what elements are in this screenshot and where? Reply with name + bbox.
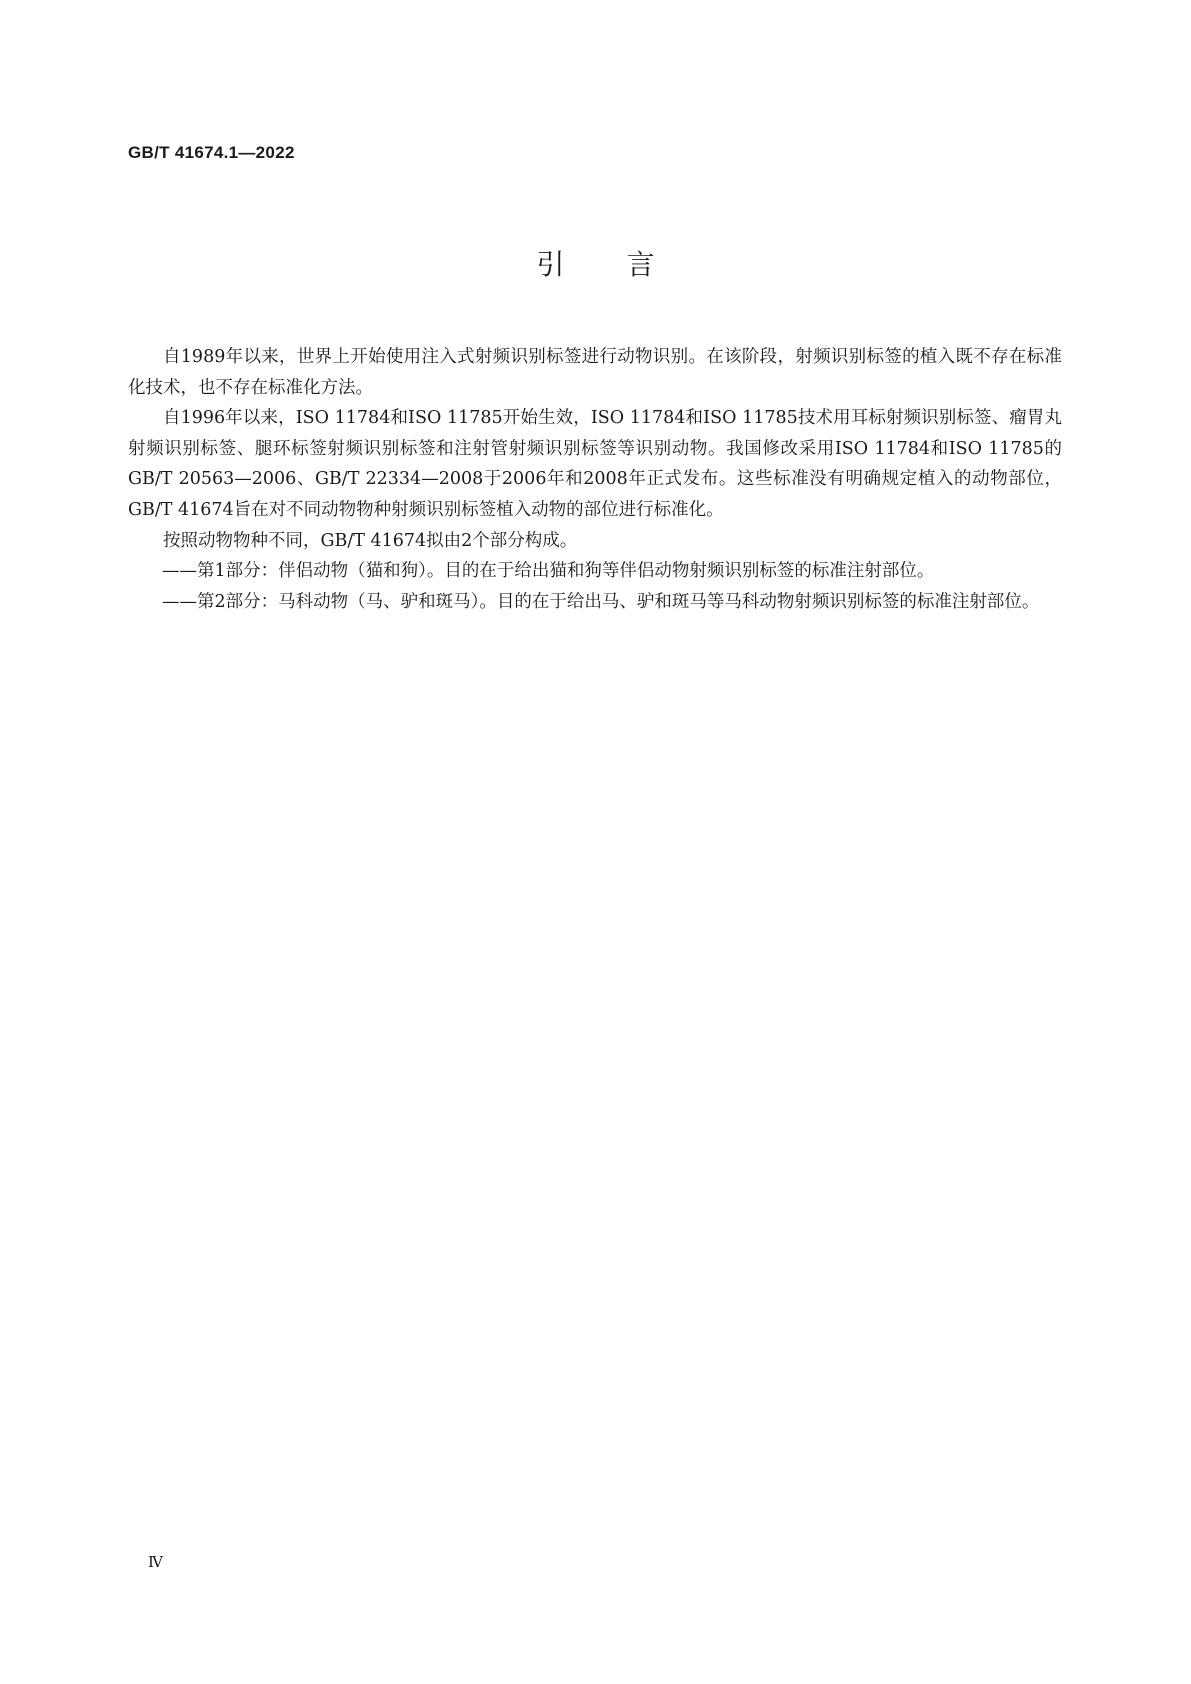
paragraph-3: 按照动物物种不同，GB/T 41674拟由2个部分构成。	[163, 530, 578, 551]
page-title: 引言	[536, 248, 717, 281]
paragraph-1: 自1989年以来，世界上开始使用注入式射频识别标签进行动物识别。在该阶段，射频识别标签的植入既不存在标准化技术，也不存在标准化方法。	[128, 347, 1062, 398]
list-item-part-1: ——第1部分：伴侣动物（猫和狗）。目的在于给出猫和狗等伴侣动物射频识别标签的标准注射部位。	[162, 561, 935, 582]
page-number: Ⅳ	[148, 1553, 163, 1571]
paragraph-2: 自1996年以来，ISO 11784和ISO 11785开始生效，ISO 11784和ISO 11785技术用耳标射频识别标签、瘤胃丸射频识别标签、腿环标签射频识别标签和注射管射频识别标签等识别动物。我国修改采用ISO 11784和ISO 11785的GB/T 20563—2006、GB/T 22334—2008于2006年和2008年正式发布。这些标准没有明确规定植入的动物部位，GB/T 41674旨在对不同动物物种射频识别标签植入动物的部位进行标准化。	[128, 408, 1062, 520]
document-body	[128, 342, 1062, 617]
list-item-part-2: ——第2部分：马科动物（马、驴和斑马）。目的在于给出马、驴和斑马等马科动物射频识别标签的标准注射部位。	[162, 591, 1040, 612]
standard-code-header: GB/T 41674.1—2022	[128, 143, 295, 162]
